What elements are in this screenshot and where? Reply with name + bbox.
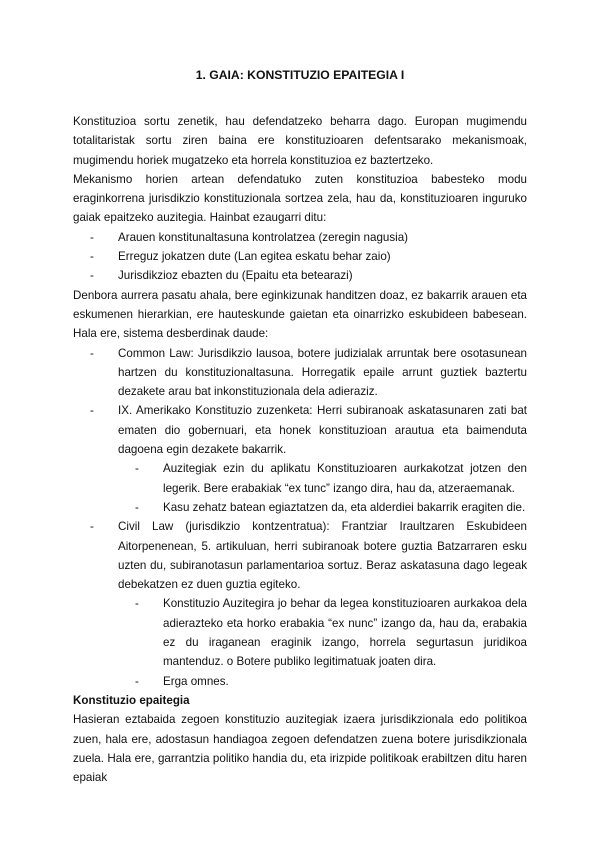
dash-bullet: - bbox=[135, 674, 139, 688]
dash-bullet: - bbox=[90, 250, 94, 264]
dash-bullet: - bbox=[90, 404, 94, 418]
sublist-item: - Konstituzio Auzitegira jo behar da legea konstituzioaren aurkakoa dela adierazteko eta horko erabakia “ex nunc” izango da, hau da, erabakia ez du iraganean eraginik izango, horrela segurtasun juridikoa mantenduz. o Botere publiko legitimatuak joaten dira. bbox=[118, 594, 527, 671]
list-item-amerika: - IX. Amerikako Konstituzio zuzenketa: Herri subiranoak askatasunaren zati bat ematen dio gobernuari, eta honek konstituzioan arautua eta baimenduta dagoena egin dezakete bakarrik. - Auzitegiak ezin du aplikatu Konstituzioaren aurkakotzat jotzen den legerik. Bere erabakiak “ex tunc” izango dira, hau da, atzeraemanak. - Kasu zehatz batean egiaztatzen da, eta alderdiei bakarrik eragiten die. bbox=[73, 401, 527, 517]
section-heading: Konstituzio epaitegia bbox=[73, 693, 190, 707]
page-title: 1. GAIA: KONSTITUZIO EPAITEGIA I bbox=[195, 68, 405, 82]
dash-bullet: - bbox=[90, 269, 94, 283]
paragraph-intro: Konstituzioa sortu zenetik, hau defendatzeko beharra dago. Europan mugimendu totalitaristak sortu ziren baina ere konstituzioaren defentsarako mekanismoak, mugimendu horiek mugatzeko eta horrela konstituzioa ez baztertzeko. bbox=[73, 115, 527, 167]
dash-bullet: - bbox=[135, 462, 139, 476]
list-item: - Arauen konstitunaltasuna kontrolatzea (zeregin nagusia) bbox=[73, 228, 527, 247]
paragraph-court: Hasieran eztabaida zegoen konstituzio auzitegiak izaera jurisdikzionala edo politikoa zuen, hala ere, adostasun handiagoa zegoen defendatzen zuena botere jurisdikzionala zuela. Hala ere, garrantzia politiko handia du, eta irizpide politikoak erabiltzen ditu haren epaiak bbox=[73, 713, 527, 785]
paragraph-mechanisms: Mekanismo horien artean defendatuko zuten konstituzioa babesteko modu eraginkorrena jurisdikzio konstituzionala sortzea zela, hau da, konstituzioaren inguruko gaiak epaitzeko auzitegia. Hainbat ezaugarri ditu: bbox=[73, 172, 527, 225]
list-item: - Jurisdikzioz ebazten du (Epaitu eta betearazi) bbox=[73, 266, 527, 285]
dash-bullet: - bbox=[90, 346, 94, 360]
civil-sublist bbox=[118, 594, 527, 690]
features-list bbox=[73, 228, 527, 286]
sublist-item: - Erga omnes. bbox=[118, 672, 527, 691]
dash-bullet: - bbox=[90, 520, 94, 534]
dash-bullet: - bbox=[90, 230, 94, 244]
amerika-sublist bbox=[118, 459, 527, 517]
sublist-item: - Kasu zehatz batean egiaztatzen da, eta alderdiei bakarrik eragiten die. bbox=[118, 498, 527, 517]
sublist-item: - Auzitegiak ezin du aplikatu Konstituzioaren aurkakotzat jotzen den legerik. Bere erabakiak “ex tunc” izango dira, hau da, atzeraemanak. bbox=[118, 459, 527, 498]
paragraph-systems: Denbora aurrera pasatu ahala, bere eginkizunak handitzen doaz, ez bakarrik arauen eta eskumenen hierarkian, ere hauteskunde gaietan eta oinarrizko eskubideen babesean. Hala ere, sistema desberdinak daude: bbox=[73, 288, 527, 341]
list-item-common-law: - Common Law: Jurisdikzio lausoa, botere judizialak arruntak bere osotasunean hartzen du konstituzionaltasuna. Horregatik epaile arrunt guztiek baztertu dezakete arau bat inkonstituzionala dela adieraziz. bbox=[73, 344, 527, 402]
systems-list bbox=[73, 344, 527, 691]
dash-bullet: - bbox=[135, 500, 139, 514]
list-item-civil-law: - Civil Law (jurisdikzio kontzentratua): Frantziar Iraultzaren Eskubideen Aitorpenenean, 5. artikuluan, herri subiranoak botere guztia Batzarraren esku uzten du, subiranotasun parlamentarioa sortuz. Beraz askatasuna dago legeak debekatzen ez duen guztia egiteko. - Konstituzio Auzitegira jo behar da legea konstituzioaren aurkakoa dela adierazteko eta horko erabakia “ex nunc” izango da, hau da, erabakia ez du iraganean eraginik izango, horrela segurtasun juridikoa mantenduz. o Botere publiko legitimatuak joaten dira. - Erga omnes. bbox=[73, 517, 527, 691]
document-body bbox=[73, 112, 527, 787]
list-item: - Erreguz jokatzen dute (Lan egitea eskatu behar zaio) bbox=[73, 247, 527, 266]
dash-bullet: - bbox=[135, 597, 139, 611]
